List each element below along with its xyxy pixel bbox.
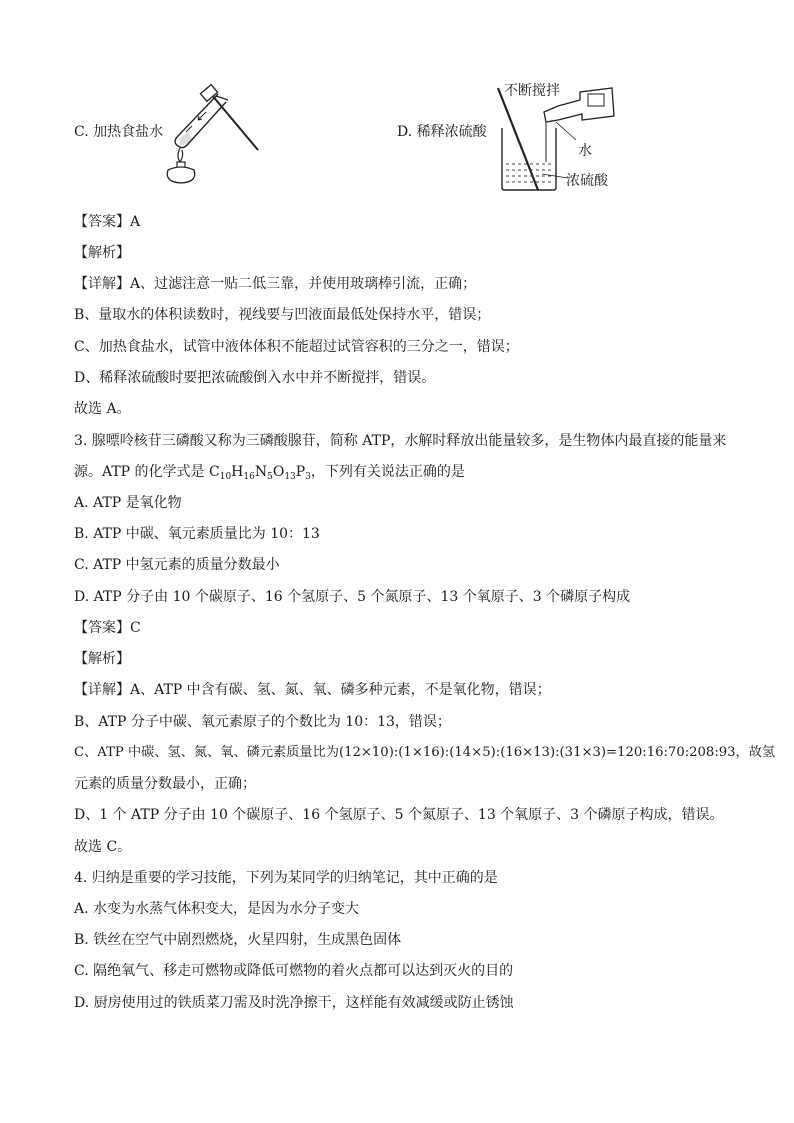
q4-stem: 4. 归纳是重要的学习技能，下列为某同学的归纳笔记，其中正确的是	[74, 870, 498, 886]
q3-detail-a: 【详解】A、ATP 中含有碳、氢、氮、氧、磷多种元素，不是氧化物，错误；	[74, 682, 551, 698]
acid-label: 浓硫酸	[566, 173, 608, 189]
stir-label: 不断搅拌	[504, 83, 560, 99]
q4-option-c: C. 隔绝氧气、移走可燃物或降低可燃物的着火点都可以达到灭火的目的	[74, 963, 514, 979]
q3-detail-b: B、ATP 分子中碳、氧元素原子的个数比为 10：13，错误；	[74, 714, 451, 730]
option-d-label: D. 稀释浓硫酸	[397, 124, 487, 140]
q3-conclusion: 故选 C。	[74, 839, 132, 855]
q4-option-b: B. 铁丝在空气中剧烈燃烧，火星四射，生成黑色固体	[74, 932, 402, 948]
q3-detail-c-cont: 元素的质量分数最小，正确；	[74, 776, 256, 792]
q4-option-a: A. 水变为水蒸气体积变大，是因为水分子变大	[74, 901, 360, 917]
q3-detail-c: C、ATP 中碳、氢、氮、氧、磷元素质量比为(12×10):(1×16):(14×5):(16×13):(31×3)=120:16:70:208:93，故氢	[74, 745, 776, 760]
q3-option-a: A. ATP 是氧化物	[74, 495, 182, 511]
q3-option-c: C. ATP 中氢元素的质量分数最小	[74, 557, 280, 573]
q2-analysis-heading: 【解析】	[74, 245, 130, 261]
q2-detail-d: D、稀释浓硫酸时要把浓硫酸倒入水中并不断搅拌，错误。	[74, 370, 436, 386]
q3-option-d: D. ATP 分子由 10 个碳原子、16 个氢原子、5 个氮原子、13 个氧原子、3 个磷原子构成	[74, 589, 631, 605]
q3-analysis-heading: 【解析】	[74, 651, 130, 667]
heating-test-tube-figure	[158, 82, 266, 186]
q2-detail-b: B、量取水的体积读数时，视线要与凹液面最低处保持水平，错误；	[74, 307, 491, 323]
q4-option-d: D. 厨房使用过的铁质菜刀需及时洗净擦干，这样能有效减缓或防止锈蚀	[74, 995, 514, 1011]
q2-detail-a: 【详解】A、过滤注意一贴二低三靠，并使用玻璃棒引流，正确；	[74, 276, 477, 292]
water-label: 水	[578, 143, 592, 159]
q2-conclusion: 故选 A。	[74, 401, 131, 417]
q3-answer: 【答案】C	[74, 620, 141, 636]
q3-stem-line1: 3. 腺嘌呤核苷三磷酸又称为三磷酸腺苷，简称 ATP，水解时释放出能量较多，是生物体内最直接的能量来	[74, 433, 727, 449]
option-c-label: C. 加热食盐水	[74, 124, 164, 140]
q3-option-b: B. ATP 中碳、氧元素质量比为 10：13	[74, 526, 320, 542]
q3-stem-line2: 源。ATP 的化学式是 $C_{10}H_{16}N_5O_{13}P_3$，下列有关说法正确的是	[74, 464, 465, 482]
q2-detail-c: C、加热食盐水，试管中液体体积不能超过试管容积的三分之一，错误；	[74, 339, 519, 355]
q3-detail-d: D、1 个 ATP 分子由 10 个碳原子、16 个氢原子、5 个氮原子、13 个氧原子、3 个磷原子构成，错误。	[74, 807, 724, 823]
q2-answer: 【答案】A	[74, 214, 141, 230]
